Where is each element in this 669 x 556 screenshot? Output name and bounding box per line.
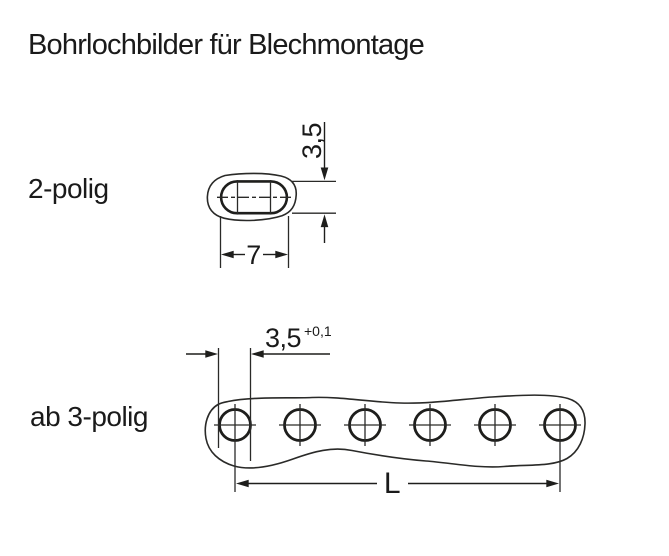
L-right-arrowhead: [546, 480, 559, 488]
figure-2-polig-drawing: [207, 122, 336, 270]
figure-ab-3-polig-drawing: [186, 323, 585, 500]
dim-diameter-value: 3,5: [264, 323, 302, 353]
right-arrowhead: [275, 251, 288, 259]
up-arrowhead: [321, 214, 329, 227]
label-2-polig: 2-polig: [28, 173, 109, 204]
down-arrowhead: [321, 168, 329, 181]
dim-height-value: 3,5: [297, 122, 327, 160]
dim-tolerance-value: +0,1: [304, 323, 332, 339]
dim-width-value: 7: [246, 240, 261, 270]
dim-length-value: L: [383, 467, 401, 500]
left-arrowhead: [221, 251, 234, 259]
L-left-arrowhead: [236, 480, 249, 488]
left-pointing-arrowhead: [251, 350, 264, 358]
page-title: Bohrlochbilder für Blechmontage: [28, 29, 424, 62]
label-ab-3-polig: ab 3-polig: [30, 401, 148, 432]
3polig-outer-contour: [205, 395, 585, 468]
right-pointing-arrowhead: [205, 350, 218, 358]
